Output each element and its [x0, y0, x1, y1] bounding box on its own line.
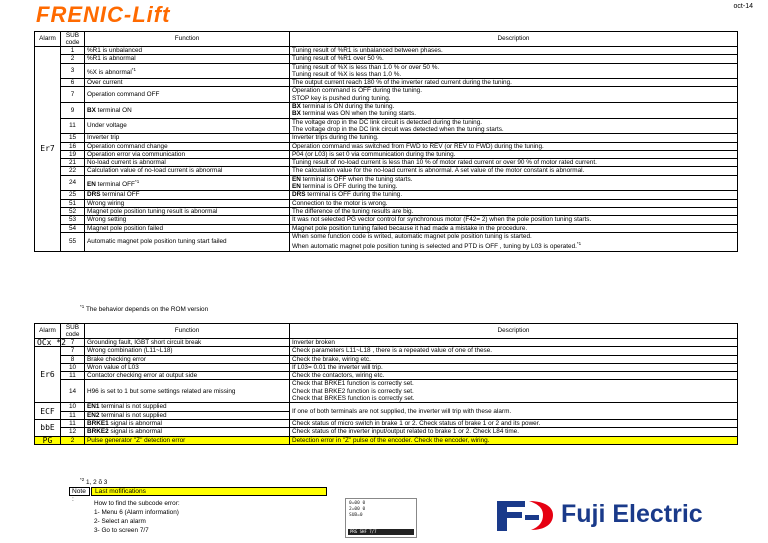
sub-code: 21 [61, 159, 85, 167]
table-row [35, 159, 738, 167]
alarm-code: PG [35, 436, 61, 444]
description-text: When some function code is writed, automatic magnet pole position tuning is started. When automatic magnet pole position tuning is selected and PTD is OFF , tuning by L03 is operated.$^{*1}$ [290, 232, 738, 251]
function-text: Brake checking error [85, 355, 290, 363]
function-text: H96 is set to 1 but some settings related are missing [85, 380, 290, 403]
description-text: Tuning result of no-load current is less than 10 % of motor rated current or over 90 % of motor rated current. [290, 159, 738, 167]
function-text: EN terminal OFF$^{*1}$ [85, 175, 290, 191]
function-text: EN1 terminal is not supplied [85, 403, 290, 411]
description-text: Tuning result of %X is less than 1.0 % or over 50 %. Tuning result of %X is less than 1.0 %. [290, 63, 738, 79]
function-text: Wron value of L03 [85, 363, 290, 371]
table-row [35, 47, 738, 55]
description-text: Inverter broken [290, 339, 738, 347]
table-row [35, 216, 738, 224]
fuji-electric-logo [495, 497, 710, 533]
frenic-lift-logo: FRENIC-Lift [36, 2, 171, 27]
function-text: Contactor checking error at output side [85, 372, 290, 380]
function-text: Operation error via communication [85, 150, 290, 158]
table-row [35, 191, 738, 199]
function-text: %X is abnormal$^{*1}$ [85, 63, 290, 79]
function-text: Pulse generator "Z" detection error [85, 436, 290, 444]
col-sub-code: SUB code [61, 32, 85, 47]
description-text: Magnet pole position tuning failed because it had made a mistake in the procedure. [290, 224, 738, 232]
lcd-status-bar: PRG SHF 7/7 [348, 529, 414, 535]
footnote-oc-codes: $^{*2}$ 1, 2 õ 3 [80, 477, 108, 487]
sub-code: 22 [61, 167, 85, 175]
alarm-code: bbE [35, 419, 61, 436]
sub-code: 53 [61, 216, 85, 224]
function-text: DRS terminal OFF [85, 191, 290, 199]
function-text: Inverter trip [85, 134, 290, 142]
table-row [35, 403, 738, 411]
note-line: 1- Menu 6 (Alarm information) [94, 509, 179, 516]
description-text: If one of both terminals are not supplied, the inverter will trip with these alarm. [290, 403, 738, 420]
table-row [35, 175, 738, 191]
description-text: The calculation value for the no-load current is abnormal. A set value of the motor constant is abnormal. [290, 167, 738, 175]
description-text: EN terminal is OFF when the tuning starts. EN terminal is OFF during the tuning. [290, 175, 738, 191]
function-text: Under voltage [85, 118, 290, 134]
function-text: Automatic magnet pole position tuning start failed [85, 232, 290, 251]
sub-code: 11 [61, 372, 85, 380]
description-text: DRS terminal is OFF during the tuning. [290, 191, 738, 199]
sub-code: 11 [61, 118, 85, 134]
function-text: %R1 is unbalanced [85, 47, 290, 55]
sub-code: 8 [61, 355, 85, 363]
description-text: Check the contactors, wiring etc. [290, 372, 738, 380]
col-alarm: Alarm [35, 32, 61, 47]
sub-code: 12 [61, 428, 85, 436]
function-text: Over current [85, 79, 290, 87]
alarm-code: ECF [35, 403, 61, 420]
description-text: Operation command is OFF during the tuning. STOP key is pushed during tuning. [290, 87, 738, 103]
table-row [35, 207, 738, 215]
description-text: It was not selected PG vector control for synchronous motor (F42= 2) when the pole position tuning starts. [290, 216, 738, 224]
description-text: Check that BRKE1 function is correctly set. Check that BRKE2 function is correctly set. Check that BRKES function is correctly set. [290, 380, 738, 403]
description-text: Connection to the motor is wrong. [290, 199, 738, 207]
description-text: Check status of the inverter input/output related to brake 1 or 2. Check L84 time. [290, 428, 738, 436]
fuji-electric-wordmark: Fuji Electric [561, 500, 703, 528]
description-text: If L03= 0.01 the inverter will trip. [290, 363, 738, 371]
alarm-code-er7: Er7 [35, 47, 61, 252]
sub-code: 7 [61, 339, 85, 347]
table-row [35, 199, 738, 207]
table-row [35, 380, 738, 403]
sub-code: 2 [61, 55, 85, 63]
function-text: Magnet pole position tuning result is abnormal [85, 207, 290, 215]
table-header-row [35, 324, 738, 339]
sub-code: 11 [61, 411, 85, 419]
sub-code: 9 [61, 103, 85, 119]
sub-code: 11 [61, 419, 85, 427]
note-line: How to find the subcode error: [94, 500, 180, 507]
alarm-code: OCx *2 [35, 339, 61, 347]
sub-code: 52 [61, 207, 85, 215]
sub-code: 3 [61, 63, 85, 79]
table-row [35, 87, 738, 103]
function-text: BRKE1 signal is abnormal [85, 419, 290, 427]
function-text: BX terminal ON [85, 103, 290, 119]
col-description: Description [290, 324, 738, 339]
page-date: oct-14 [733, 3, 753, 10]
table-row [35, 224, 738, 232]
function-text: Grounding fault, IGBT short circuit break [85, 339, 290, 347]
lcd-line: 2=00 0 [349, 507, 366, 512]
lcd-line: SUB=0 [349, 513, 363, 518]
table-row [35, 355, 738, 363]
table-row [35, 103, 738, 119]
table-header-row [35, 32, 738, 47]
footnote-rom-version: $^{*1}$ The behavior depends on the ROM version [80, 304, 209, 314]
table-row [35, 79, 738, 87]
description-text: Check status of micro switch in brake 1 or 2. Check status of brake 1 or 2 and its power. [290, 419, 738, 427]
function-text: EN2 terminal is not supplied [85, 411, 290, 419]
function-text: BRKE2 signal is abnormal [85, 428, 290, 436]
sub-code: 54 [61, 224, 85, 232]
sub-code: 10 [61, 403, 85, 411]
description-text: Tuning result of %R1 is unbalanced between phases. [290, 47, 738, 55]
note-line: 3- Go to screen 7/7 [94, 527, 149, 534]
function-text: Magnet pole position failed [85, 224, 290, 232]
table-row [35, 134, 738, 142]
table-row [35, 167, 738, 175]
table-row [35, 63, 738, 79]
description-text: Tuning result of %R1 over 50 %. [290, 55, 738, 63]
function-text: Operation command change [85, 142, 290, 150]
sub-code: 2 [61, 436, 85, 444]
description-text: P04 (or L03) is set 0 via communication during the tuning. [290, 150, 738, 158]
col-description: Description [290, 32, 738, 47]
function-text: Operation command OFF [85, 87, 290, 103]
table-row [35, 347, 738, 355]
description-text: The output current reach 180 % of the inverter rated current during the tuning. [290, 79, 738, 87]
sub-code: 10 [61, 363, 85, 371]
sub-code: 24 [61, 175, 85, 191]
sub-code: 6 [61, 79, 85, 87]
note-label: Note : [69, 487, 90, 496]
sub-code: 15 [61, 134, 85, 142]
function-text: Calculation value of no-load current is abnormal [85, 167, 290, 175]
table-row [35, 436, 738, 444]
table-row [35, 150, 738, 158]
lcd-line: 0=00 0 [349, 501, 366, 506]
description-text: The voltage drop in the DC link circuit is detected during the tuning. The voltage drop in the DC link circuit was detected when the tuning starts. [290, 118, 738, 134]
function-text: Wrong setting [85, 216, 290, 224]
table-row [35, 232, 738, 251]
function-text: Wrong combination (L11~L18) [85, 347, 290, 355]
fuji-logo-mark-icon [495, 497, 555, 533]
sub-code: 14 [61, 380, 85, 403]
er7-subcode-table [34, 31, 738, 252]
table-row [35, 118, 738, 134]
sub-code: 55 [61, 232, 85, 251]
col-sub-code: SUB code [61, 324, 85, 339]
alarm-code: Er6 [35, 347, 61, 403]
description-text: The difference of the tuning results are big. [290, 207, 738, 215]
sub-code: 16 [61, 142, 85, 150]
table-row [35, 363, 738, 371]
table-row [35, 419, 738, 427]
description-text: Inverter trips during the tuning. [290, 134, 738, 142]
col-function: Function [85, 324, 290, 339]
note-instructions [94, 499, 180, 535]
sub-code: 25 [61, 191, 85, 199]
function-text: No-load current is abnormal [85, 159, 290, 167]
sub-code: 7 [61, 347, 85, 355]
table-row [35, 372, 738, 380]
sub-code: 19 [61, 150, 85, 158]
function-text: Wrong wiring [85, 199, 290, 207]
sub-code: 7 [61, 87, 85, 103]
col-function: Function [85, 32, 290, 47]
description-text: BX terminal is ON during the tuning. BX terminal was ON when the tuning starts. [290, 103, 738, 119]
note-title: Last mofifications [91, 487, 327, 496]
table-row [35, 428, 738, 436]
keypad-lcd-screen [345, 498, 417, 538]
sub-code: 1 [61, 47, 85, 55]
table-row [35, 142, 738, 150]
table-row [35, 55, 738, 63]
description-text: Operation command was switched from FWD to REV (or REV to FWD) during the tuning. [290, 142, 738, 150]
col-alarm: Alarm [35, 324, 61, 339]
table-row [35, 339, 738, 347]
note-line: 2- Select an alarm [94, 518, 146, 525]
description-text: Check the brake, wiring etc. [290, 355, 738, 363]
function-text: %R1 is abnormal [85, 55, 290, 63]
sub-code: 51 [61, 199, 85, 207]
description-text: Check parameters L11~L18 , there is a repeated value of one of these. [290, 347, 738, 355]
alarm-subcode-table [34, 323, 738, 445]
description-text: Detection error in "Z" pulse of the encoder. Check the encoder, wiring. [290, 436, 738, 444]
